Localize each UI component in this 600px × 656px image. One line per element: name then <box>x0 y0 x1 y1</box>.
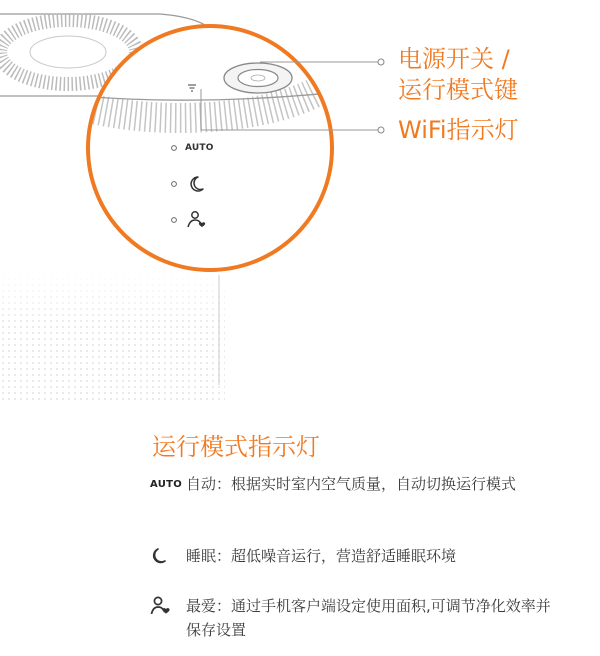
mode-description-sleep: 睡眠：超低噪音运行，营造舒适睡眠环境 <box>186 547 457 565</box>
leader-dot-power <box>378 59 384 65</box>
moon-icon <box>150 544 186 568</box>
panel-auto-label: AUTO <box>185 143 214 153</box>
mode-description-favorite: 最爱：通过手机客户端设定使用面积,可调节净化效率并保存设置 <box>186 597 551 639</box>
callout-power-button <box>398 44 518 106</box>
auto-label-icon: AUTO <box>150 478 183 490</box>
callout-power-line2: 运行模式键 <box>398 76 518 104</box>
power-button-inner <box>238 70 278 87</box>
mode-description-auto: 自动：根据实时室内空气质量，自动切换运行模式 <box>186 475 517 493</box>
section-title: 运行模式指示灯 <box>152 433 320 461</box>
mode-row-sleep <box>150 544 580 568</box>
callout-wifi-indicator: WiFi指示灯 <box>398 116 519 144</box>
mode-row-favorite <box>150 594 580 642</box>
callout-power-line1: 电源开关 / <box>398 45 510 73</box>
mode-row-auto <box>150 472 580 496</box>
person-heart-icon <box>150 594 186 618</box>
leader-dot-wifi <box>378 127 384 133</box>
